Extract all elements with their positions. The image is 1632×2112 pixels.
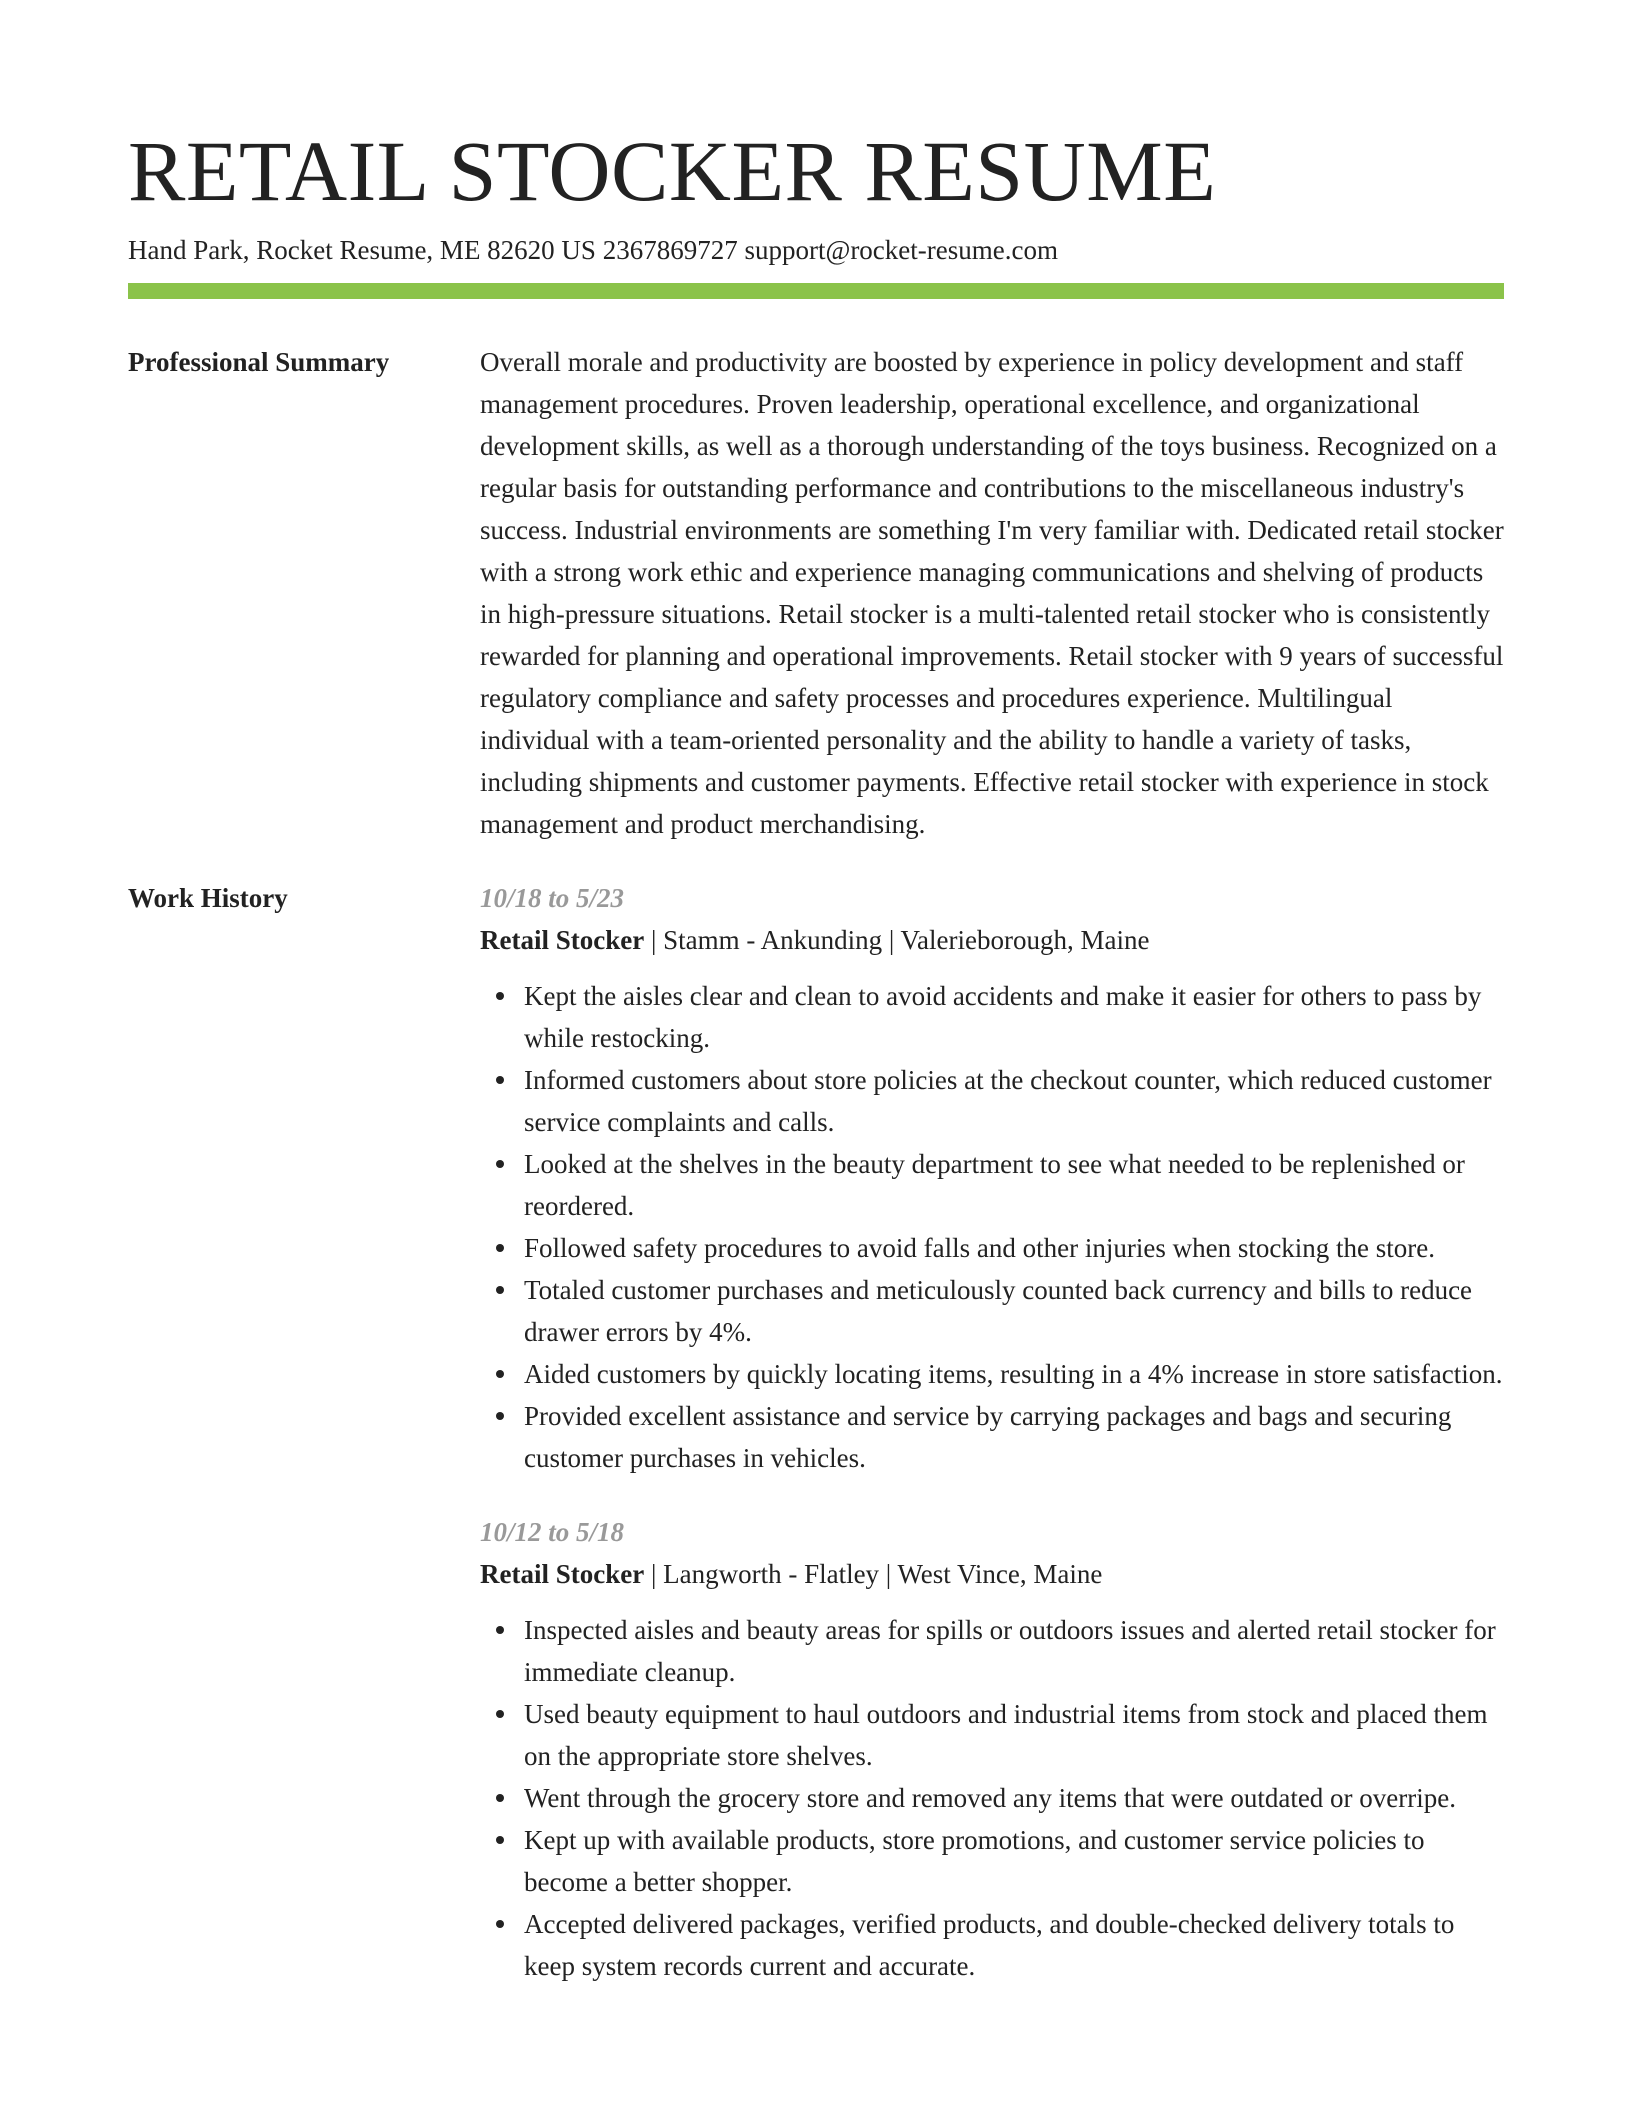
resume-page	[128, 0, 1504, 1987]
job-employer-location: | Stamm - Ankunding | Valerieborough, Maine	[644, 925, 1150, 955]
job-title-line	[480, 1553, 1504, 1595]
job-bullet: Used beauty equipment to haul outdoors and industrial items from stock and placed them on the appropriate store shelves.	[524, 1693, 1504, 1777]
work-history-body	[480, 877, 1504, 1987]
summary-body	[480, 341, 1504, 845]
job-bullet: Totaled customer purchases and meticulously counted back currency and bills to reduce drawer errors by 4%.	[524, 1269, 1504, 1353]
job-bullet: Inspected aisles and beauty areas for spills or outdoors issues and alerted retail stocker for immediate cleanup.	[524, 1609, 1504, 1693]
job-bullet: Aided customers by quickly locating items, resulting in a 4% increase in store satisfaction.	[524, 1353, 1504, 1395]
job-dates: 10/18 to 5/23	[480, 883, 625, 913]
accent-divider	[128, 283, 1504, 299]
contact-line: Hand Park, Rocket Resume, ME 82620 US 2367869727 support@rocket-resume.com	[128, 235, 1058, 265]
job-title: Retail Stocker	[480, 925, 645, 955]
summary-text: Overall morale and productivity are boosted by experience in policy development and staff management procedures. Proven leadership, operational excellence, and organizational development skills, as well as a thorough understanding of the toys business. Recognized on a regular basis for outstanding performance and contributions to the miscellaneous industry's success. Industrial environments are something I'm very familiar with. Dedicated retail stocker with a strong work ethic and experience managing communications and shelving of products in high-pressure situations. Retail stocker is a multi-talented retail stocker who is consistently rewarded for planning and operational improvements. Retail stocker with 9 years of successful regulatory compliance and safety processes and procedures experience. Multilingual individual with a team-oriented personality and the ability to handle a variety of tasks, including shipments and customer payments. Effective retail stocker with experience in stock management and product merchandising.	[480, 347, 1504, 839]
job-entry	[480, 1511, 1504, 1987]
section-label-work-history: Work History	[128, 883, 288, 913]
job-title: Retail Stocker	[480, 1559, 645, 1589]
job-bullet: Followed safety procedures to avoid falls and other injuries when stocking the store.	[524, 1227, 1504, 1269]
job-employer-location: | Langworth - Flatley | West Vince, Maine	[644, 1559, 1103, 1589]
job-entry	[480, 877, 1504, 1479]
job-bullet: Provided excellent assistance and service by carrying packages and bags and securing customer purchases in vehicles.	[524, 1395, 1504, 1479]
job-bullet-list	[480, 975, 1504, 1479]
job-bullet: Accepted delivered packages, verified products, and double-checked delivery totals to keep system records current and accurate.	[524, 1903, 1504, 1987]
job-bullet: Informed customers about store policies at the checkout counter, which reduced customer service complaints and calls.	[524, 1059, 1504, 1143]
job-dates: 10/12 to 5/18	[480, 1517, 625, 1547]
work-history-section	[128, 877, 1504, 1987]
job-bullet: Went through the grocery store and removed any items that were outdated or overripe.	[524, 1777, 1504, 1819]
professional-summary-section	[128, 341, 1504, 845]
resume-title: RETAIL STOCKER RESUME	[128, 123, 1217, 219]
job-title-line	[480, 919, 1504, 961]
job-bullet: Kept up with available products, store promotions, and customer service policies to become a better shopper.	[524, 1819, 1504, 1903]
job-bullet: Looked at the shelves in the beauty department to see what needed to be replenished or reordered.	[524, 1143, 1504, 1227]
job-bullet-list	[480, 1609, 1504, 1987]
section-label-summary: Professional Summary	[128, 347, 390, 377]
job-bullet: Kept the aisles clear and clean to avoid accidents and make it easier for others to pass by while restocking.	[524, 975, 1504, 1059]
